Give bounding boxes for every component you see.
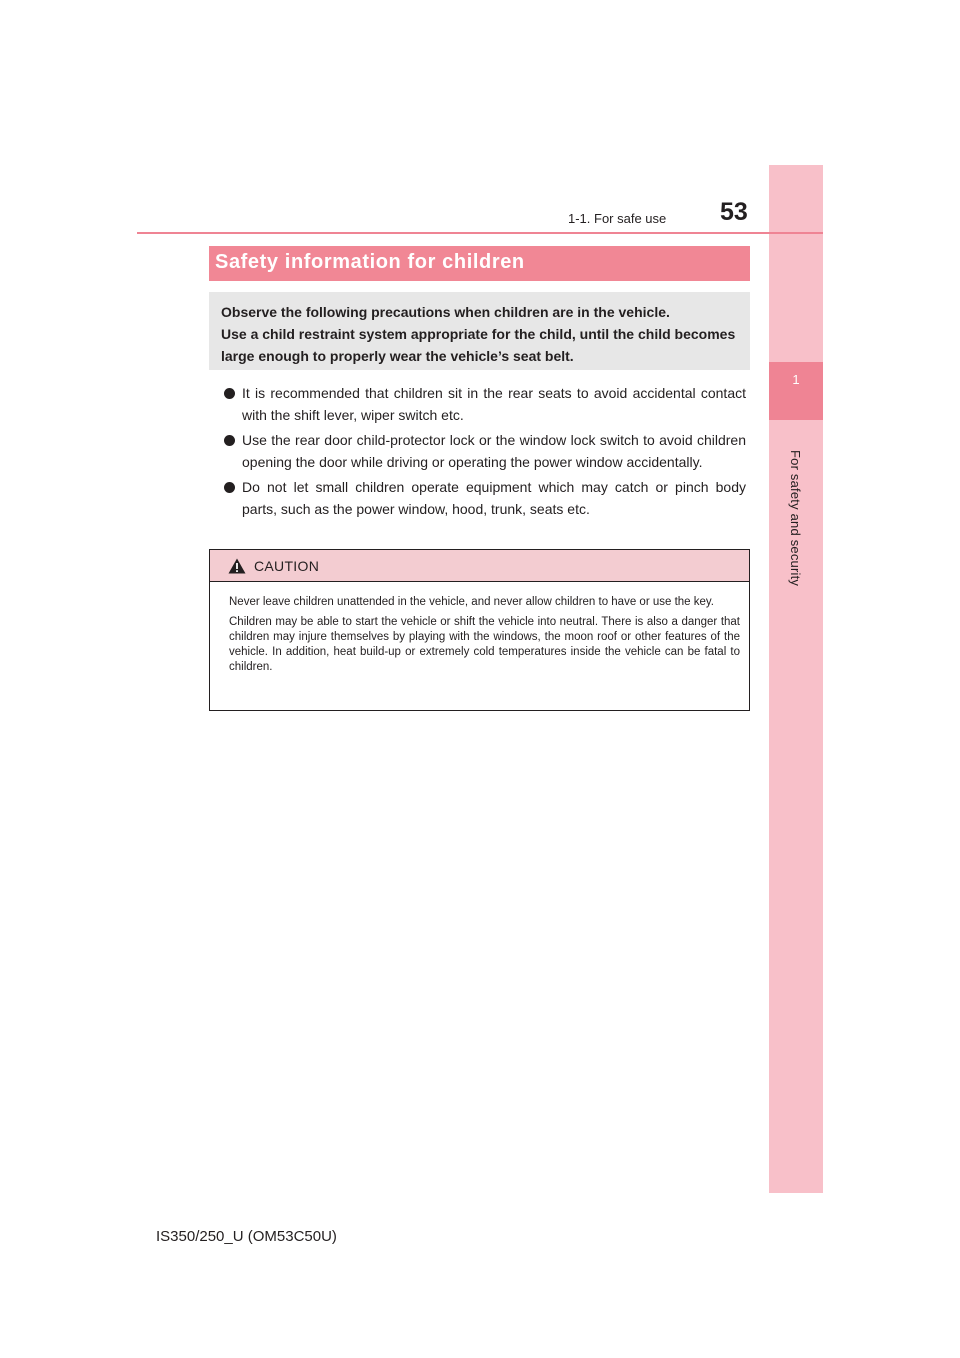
intro-line: Use a child restraint system appropriate for the child, until the child becomes large enough to properly wear the vehicle’s seat belt. [221,326,736,364]
bullet-icon [224,388,235,399]
page-title: Safety information for children [215,251,525,273]
caution-box [209,549,750,711]
caution-body [229,595,740,680]
page-number: 53 [720,198,748,226]
caution-header [210,550,749,582]
caution-paragraph: Children may be able to start the vehicle or shift the vehicle into neutral. There is also a danger that children may injure themselves by playing with the windows, the moon roof or other features of the vehicle. In addition, heat build-up or extremely cold temperatures inside the vehicle can be fatal to children. [229,616,740,673]
intro-line: Observe the following precautions when children are in the vehicle. [221,304,670,320]
chapter-side-tab-active[interactable] [769,362,823,420]
chapter-number: 1 [792,372,800,387]
list-item-text: Do not let small children operate equipment which may catch or pinch body parts, such as the power window, hood, trunk, seats etc. [242,479,746,517]
list-item [224,429,746,473]
list-item [224,382,746,426]
bullet-icon [224,482,235,493]
list-item-text: It is recommended that children sit in the rear seats to avoid accidental contact with the shift lever, wiper switch etc. [242,385,746,423]
section-title-bar [209,246,750,281]
section-label: 1-1. For safe use [568,211,667,226]
chapter-side-tab [769,165,823,1193]
list-item [224,476,746,520]
warning-triangle-icon [228,558,246,574]
intro-text [221,301,743,367]
list-item-text: Use the rear door child-protector lock or the window lock switch to avoid children opening the door while driving or operating the power window accidentally. [242,432,746,470]
precaution-list [224,382,746,523]
header-divider [137,232,823,234]
bullet-icon [224,435,235,446]
model-code: IS350/250_U (OM53C50U) [156,1228,337,1245]
caution-title: CAUTION [254,558,320,574]
caution-paragraph: Never leave children unattended in the vehicle, and never allow children to have or use the key. [229,596,714,608]
chapter-label: For safety and security [788,450,803,587]
intro-box [209,292,750,370]
